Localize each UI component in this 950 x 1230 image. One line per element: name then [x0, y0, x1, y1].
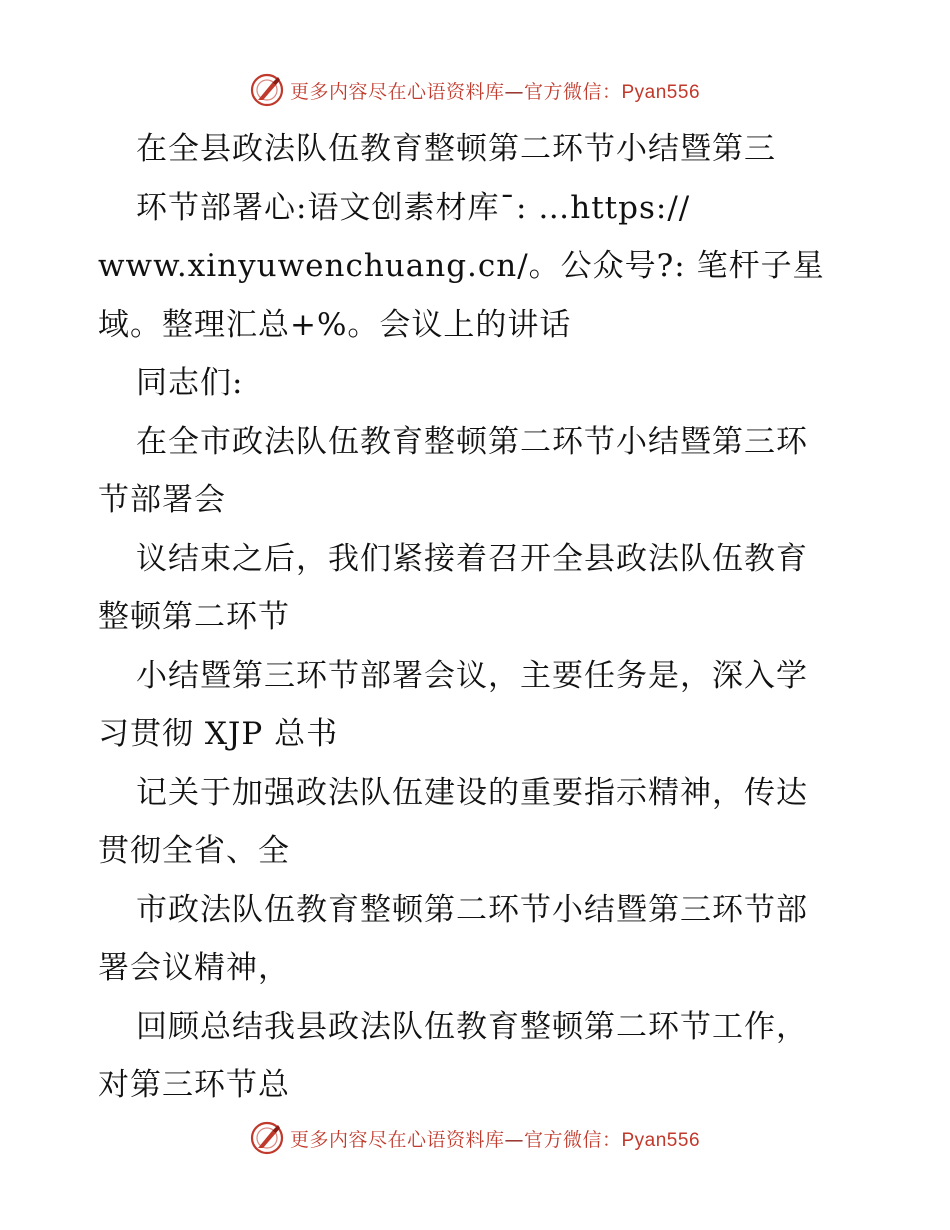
paragraph-line: 整顿第二环节 [98, 599, 290, 635]
paragraph-line: 署会议精神， [98, 950, 290, 986]
paragraph-line: 回顾总结我县政法队伍教育整顿第二环节工作， [136, 1008, 808, 1045]
quill-pen-icon [250, 1121, 284, 1155]
paragraph-line: 小结暨第三环节部署会议，主要任务是，深入学 [136, 657, 808, 694]
title-line: www.xinyuwenchuang.cn/。公众号?: 笔杆子星 [98, 248, 825, 284]
title-line: 域。整理汇总+%。会议上的讲话 [98, 306, 572, 343]
paragraph-line: 贯彻全省、全 [98, 833, 290, 869]
paragraph-line: 习贯彻 XJP 总书 [98, 716, 339, 752]
paragraph-line: 在全市政法队伍教育整顿第二环节小结暨第三环 [136, 423, 808, 460]
greeting: 同志们: [136, 365, 244, 401]
paragraph-line: 节部署会 [98, 482, 226, 518]
title-line: 在全县政法队伍教育整顿第二环节小结暨第三 [136, 131, 776, 167]
paragraph-line: 市政法队伍教育整顿第二环节小结暨第三环节部 [136, 891, 808, 928]
watermark-text: 更多内容尽在心语资料库—官方微信：Pyan556 [289, 1128, 701, 1151]
header-watermark [0, 70, 950, 110]
paragraph-line: 对第三环节总 [98, 1067, 290, 1103]
paragraph-line: 记关于加强政法队伍建设的重要指示精神，传达 [136, 774, 808, 811]
title-line: 环节部署心:语文创素材库¯: …https:// [136, 189, 691, 226]
watermark-text: 更多内容尽在心语资料库—官方微信：Pyan556 [289, 80, 701, 103]
quill-pen-icon [250, 73, 284, 107]
footer-watermark [0, 1118, 950, 1158]
paragraph-line: 议结束之后，我们紧接着召开全县政法队伍教育 [136, 540, 808, 577]
document-body [98, 120, 858, 1115]
